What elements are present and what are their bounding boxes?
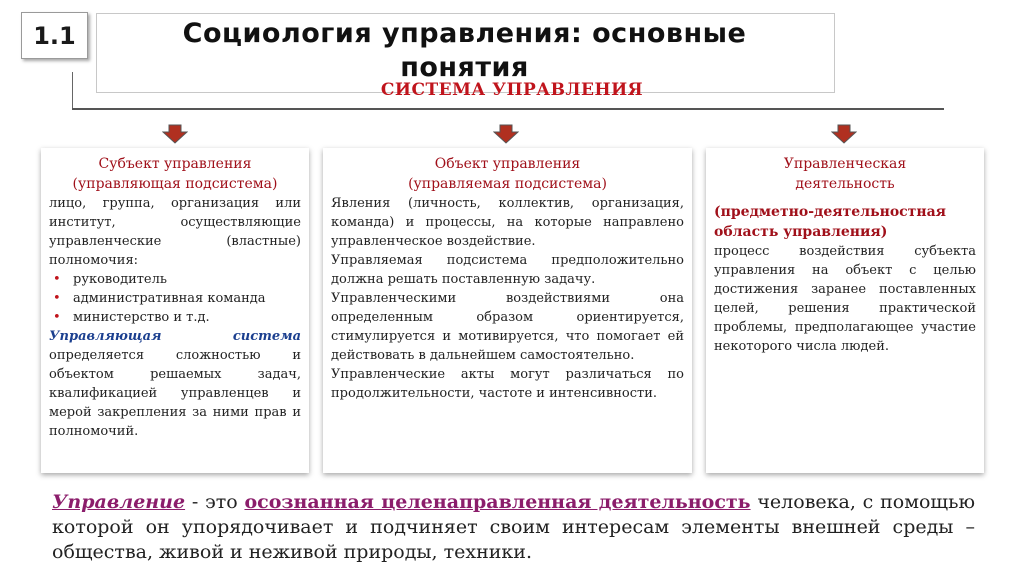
list-item: • административная команда bbox=[73, 289, 301, 308]
activity-heading-2: деятельность bbox=[795, 176, 895, 192]
managing-system-term: Управляющая система bbox=[49, 329, 301, 344]
down-arrow-icon bbox=[831, 124, 857, 144]
activity-text: процесс воздействия субъекта управления на объект с целью достижения заранее поставленных целей, решения практической проблемы, предполагающее участие некоторого числа людей. bbox=[714, 244, 976, 354]
title-line-1: Социология управления: основные bbox=[182, 18, 747, 49]
subject-heading: Субъект управления bbox=[98, 156, 252, 172]
object-paragraph-1: Явления (личность, коллектив, организация, команда) и процессы, на которые направлено управленческое воздействие. bbox=[331, 196, 684, 249]
object-card bbox=[323, 148, 692, 473]
definition-dash: - это bbox=[185, 491, 245, 513]
page-title bbox=[96, 17, 833, 85]
definition-rest: человека, с помощью которой он упорядочивает и подчиняет своим интересам элементы внешней среды – общества, живой и неживой природы, техники. bbox=[52, 491, 975, 563]
list-item: • руководитель bbox=[73, 270, 301, 289]
subject-card bbox=[41, 148, 309, 473]
subject-bullet-list bbox=[49, 270, 301, 327]
slide-number-badge: 1.1 bbox=[21, 12, 88, 59]
object-heading: Объект управления bbox=[434, 156, 581, 172]
list-item: • министерство и т.д. bbox=[73, 308, 301, 327]
divider-line bbox=[72, 108, 944, 110]
section-subtitle: СИСТЕМА УПРАВЛЕНИЯ bbox=[380, 80, 644, 100]
definition-term: Управление bbox=[52, 491, 186, 513]
activity-card bbox=[706, 148, 984, 473]
managing-system-text: определяется сложностью и объектом решаемых задач, квалификацией управленцев и мерой закрепления за ними прав и полномочий. bbox=[49, 348, 301, 439]
down-arrow-icon bbox=[162, 124, 188, 144]
subject-intro: лицо, группа, организация или институт, осуществляющие управленческие (властные) полномочия: bbox=[49, 196, 301, 268]
title-line-2: понятия bbox=[400, 52, 529, 83]
activity-subheading: (предметно-деятельностная область управления) bbox=[714, 204, 947, 240]
object-subheading: (управляемая подсистема) bbox=[408, 176, 607, 192]
down-arrow-icon bbox=[493, 124, 519, 144]
object-paragraph-3: Управленческими воздействиями она определенным образом ориентируется, стимулируется и мотивируется, что помогает ей действовать в дальнейшем самостоятельно. bbox=[331, 291, 684, 363]
activity-heading: Управленческая bbox=[783, 156, 907, 172]
definition-paragraph bbox=[52, 490, 975, 565]
object-paragraph-2: Управляемая подсистема предположительно должна решать поставленную задачу. bbox=[331, 253, 684, 287]
definition-highlight: осознанная целенаправленная деятельность bbox=[244, 491, 751, 513]
subject-subheading: (управляющая подсистема) bbox=[72, 176, 278, 192]
object-paragraph-4: Управленческие акты могут различаться по продолжительности, частоте и интенсивности. bbox=[331, 367, 684, 401]
